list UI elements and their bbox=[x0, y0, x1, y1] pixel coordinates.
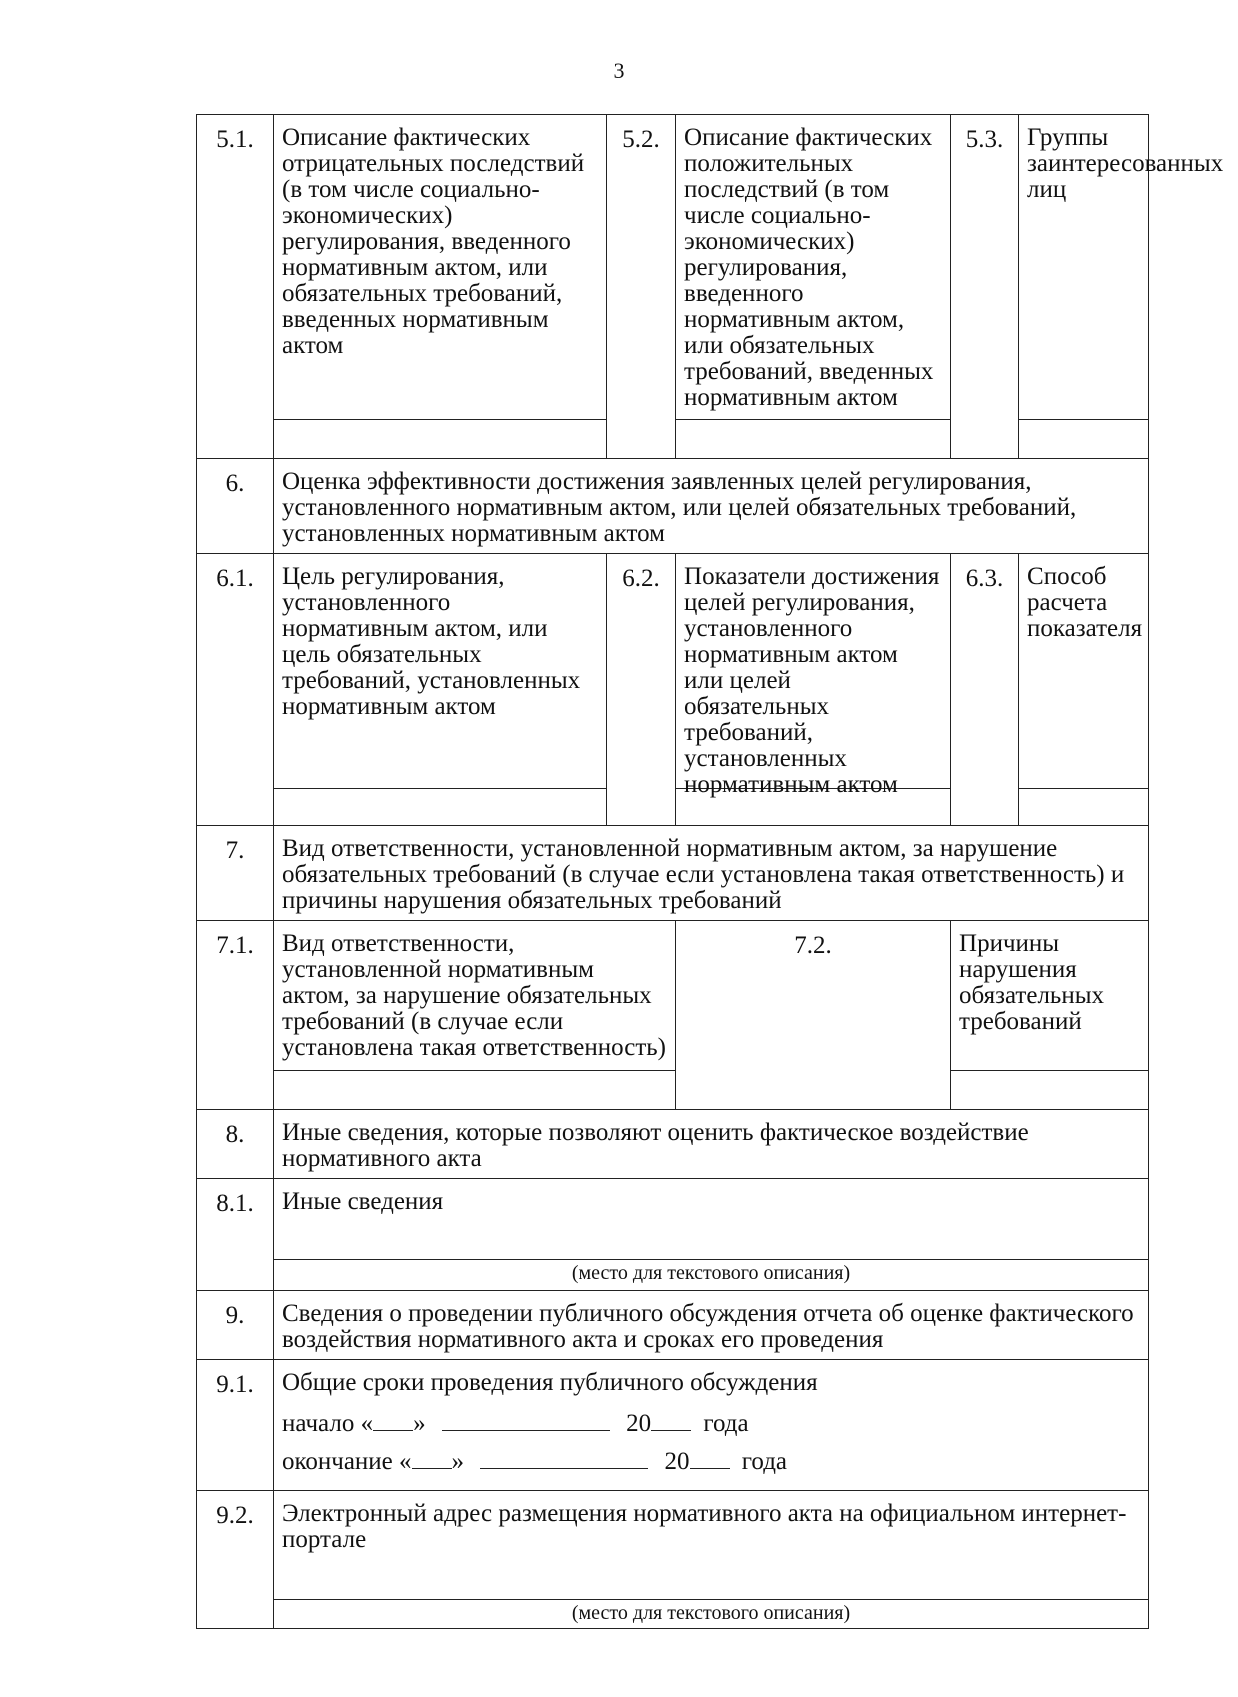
description-8-1: Иные сведения bbox=[282, 1188, 444, 1215]
page-number: 3 bbox=[613, 58, 625, 83]
cell-9-2 bbox=[274, 1491, 1149, 1629]
report-table bbox=[196, 114, 1224, 1629]
fill-field-7-1[interactable] bbox=[274, 1070, 675, 1109]
cell-6-2 bbox=[676, 554, 951, 826]
end-year-field[interactable] bbox=[690, 1446, 730, 1469]
description-6-3: Способ расчета показателя bbox=[1027, 563, 1143, 642]
description-5-1: Описание фактических отрицательных последствий (в том числе социально-экономических) регулирования, введенного нормативным актом, или обязательных требований, введенных нормативным актом bbox=[282, 124, 585, 359]
description-5-3: Группы заинтересованных лиц bbox=[1027, 124, 1224, 203]
cell-6-3 bbox=[1019, 554, 1149, 826]
fill-field-5-2[interactable] bbox=[676, 419, 950, 458]
row-9-2 bbox=[197, 1491, 1149, 1629]
cell-9-1 bbox=[274, 1360, 1149, 1491]
fill-field-6-3[interactable] bbox=[1019, 788, 1148, 825]
section-number-9: 9. bbox=[197, 1291, 274, 1360]
row-9-1 bbox=[197, 1360, 1149, 1491]
text-description-field-9-2[interactable]: (место для текстового описания) bbox=[274, 1599, 1148, 1628]
start-quote-close: » bbox=[413, 1410, 426, 1437]
start-day-field[interactable] bbox=[373, 1408, 413, 1431]
discussion-period-label: Общие сроки проведения публичного обсуждения bbox=[282, 1369, 818, 1396]
cell-5-2 bbox=[676, 115, 951, 459]
row-6-items bbox=[197, 554, 1149, 826]
item-number-6-2: 6.2. bbox=[607, 554, 676, 826]
end-quote-close: » bbox=[451, 1448, 465, 1475]
description-5-2: Описание фактических положительных последствий (в том числе социально-экономических) регулирования, введенного нормативным актом, или обязательных требований, введенных нормативным актом bbox=[684, 124, 934, 411]
row-6 bbox=[197, 459, 1149, 554]
item-number-7-1: 7.1. bbox=[197, 921, 274, 1110]
section-title-8: Иные сведения, которые позволяют оценить фактическое воздействие нормативного акта bbox=[274, 1110, 1149, 1179]
row-7 bbox=[197, 826, 1149, 921]
cell-7-2 bbox=[951, 921, 1149, 1110]
section-number-6: 6. bbox=[197, 459, 274, 554]
row-8 bbox=[197, 1110, 1149, 1179]
item-number-8-1: 8.1. bbox=[197, 1179, 274, 1291]
section-title-6: Оценка эффективности достижения заявленных целей регулирования, установленного нормативным актом, или целей обязательных требований, установленных нормативным актом bbox=[274, 459, 1149, 554]
item-number-9-1: 9.1. bbox=[197, 1360, 274, 1491]
section-title-7: Вид ответственности, установленной нормативным актом, за нарушение обязательных требований (в случае если установлена такая ответственность) и причины нарушения обязательных требований bbox=[274, 826, 1149, 921]
item-number-7-2: 7.2. bbox=[676, 921, 951, 1110]
text-description-field-8-1[interactable]: (место для текстового описания) bbox=[274, 1259, 1148, 1290]
cell-5-1 bbox=[274, 115, 607, 459]
fill-field-5-1[interactable] bbox=[274, 419, 606, 458]
start-year-prefix: 20 bbox=[626, 1410, 652, 1437]
section-number-7: 7. bbox=[197, 826, 274, 921]
start-year-field[interactable] bbox=[651, 1408, 691, 1431]
fill-field-7-2[interactable] bbox=[951, 1070, 1148, 1109]
cell-6-1 bbox=[274, 554, 607, 826]
row-5 bbox=[197, 115, 1149, 459]
description-6-1: Цель регулирования, установленного нормативным актом, или цель обязательных требований, установленных нормативным актом bbox=[282, 563, 581, 720]
start-date-row bbox=[282, 1408, 1140, 1446]
item-number-6-3: 6.3. bbox=[951, 554, 1019, 826]
fill-field-6-1[interactable] bbox=[274, 788, 606, 825]
item-number-5-2: 5.2. bbox=[607, 115, 676, 459]
cell-7-1 bbox=[274, 921, 676, 1110]
end-year-prefix: 20 bbox=[664, 1448, 690, 1475]
item-number-5-3: 5.3. bbox=[951, 115, 1019, 459]
row-9 bbox=[197, 1291, 1149, 1360]
description-6-2: Показатели достижения целей регулирования, установленного нормативным актом или целей обязательных требований, установленных нормативным актом bbox=[684, 563, 940, 798]
start-month-field[interactable] bbox=[442, 1408, 610, 1431]
end-date-row bbox=[282, 1446, 1140, 1484]
end-label: окончание « bbox=[282, 1448, 412, 1475]
start-label: начало « bbox=[282, 1410, 374, 1437]
section-number-8: 8. bbox=[197, 1110, 274, 1179]
description-7-2: Причины нарушения обязательных требований bbox=[959, 930, 1105, 1035]
item-number-6-1: 6.1. bbox=[197, 554, 274, 826]
cell-8-1 bbox=[274, 1179, 1149, 1291]
end-month-field[interactable] bbox=[480, 1446, 648, 1469]
end-day-field[interactable] bbox=[412, 1446, 452, 1469]
end-year-suffix: года bbox=[741, 1448, 788, 1475]
description-9-2: Электронный адрес размещения нормативного акта на официальном интернет-портале bbox=[282, 1500, 1127, 1553]
section-title-9: Сведения о проведении публичного обсуждения отчета об оценке фактического воздействия нормативного акта и сроках его проведения bbox=[274, 1291, 1149, 1360]
row-8-1 bbox=[197, 1179, 1149, 1291]
fill-field-5-3[interactable] bbox=[1019, 419, 1148, 458]
start-year-suffix: года bbox=[703, 1410, 749, 1437]
cell-5-3 bbox=[1019, 115, 1224, 459]
item-number-9-2: 9.2. bbox=[197, 1491, 274, 1629]
item-number-5-1: 5.1. bbox=[197, 115, 274, 459]
report-form bbox=[196, 114, 1224, 1629]
description-7-1: Вид ответственности, установленной нормативным актом, за нарушение обязательных требований (в случае если установлена такая ответственность) bbox=[282, 930, 666, 1061]
row-7-items bbox=[197, 921, 1149, 1110]
